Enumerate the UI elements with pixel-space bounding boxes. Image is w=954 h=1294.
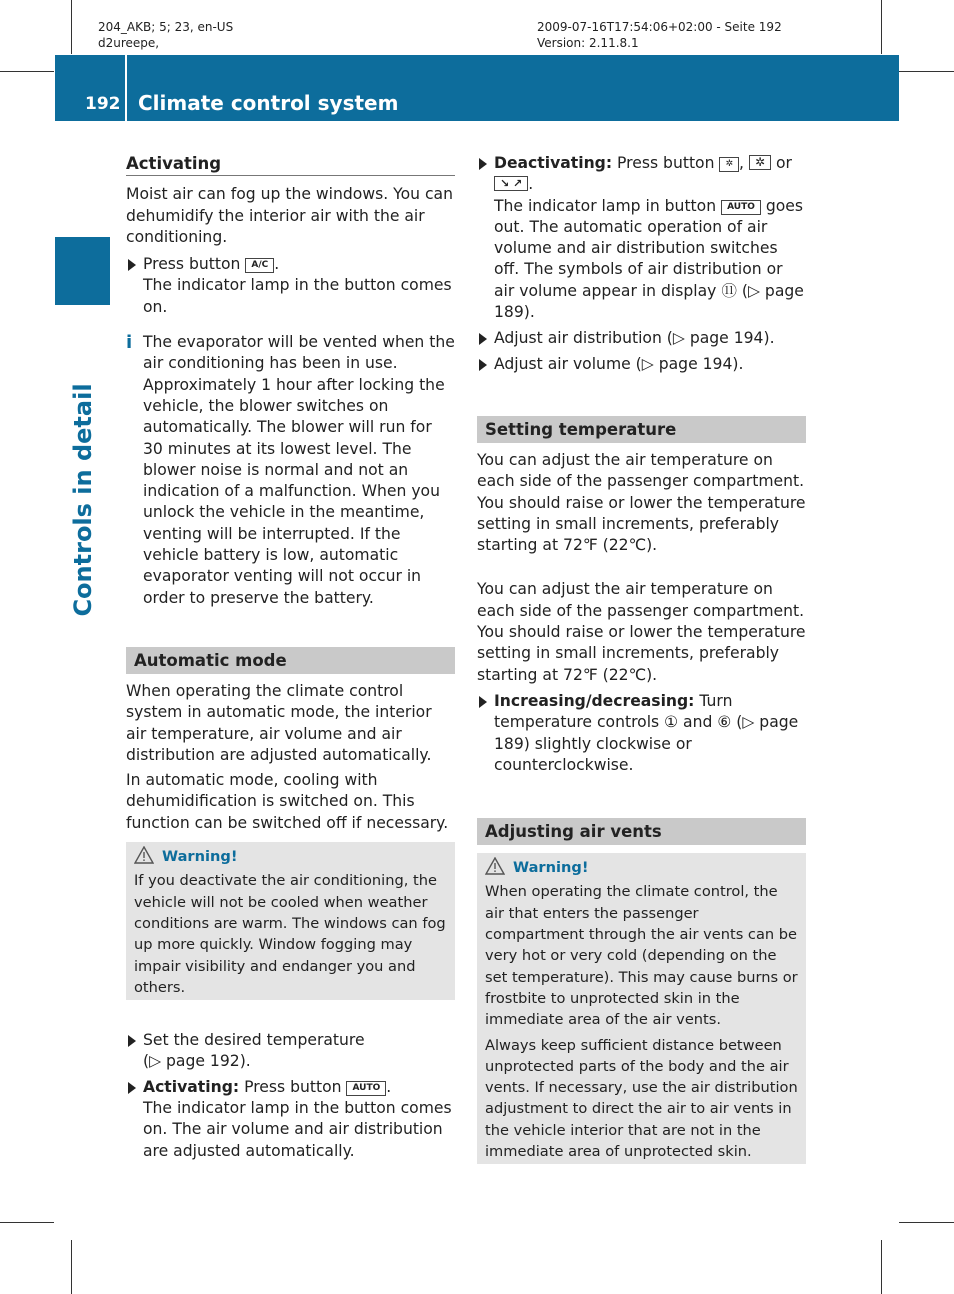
crop-mark	[881, 1240, 882, 1294]
activating-auto-step: Activating: Press button AUTO . The indicator lamp in the button comes on. The air volume and air distribution are adjusted automatically.	[126, 1077, 455, 1162]
crop-mark	[899, 1222, 954, 1223]
warning-title: Warning!	[134, 846, 447, 867]
warning-icon	[485, 857, 505, 875]
crop-mark	[0, 71, 54, 72]
warning-box	[477, 853, 806, 1164]
setting-temperature-heading: Setting temperature	[477, 416, 806, 443]
chapter-title: Climate control system	[138, 91, 399, 115]
activating-heading: Activating	[126, 153, 455, 176]
temperature-para2: You can adjust the air temperature on each side of the passenger compartment. You should raise or lower the temperature setting in small increments, preferably starting at 72℉ (22℃).	[477, 580, 806, 684]
automatic-para1: When operating the climate control system in automatic mode, the interior air temperature, air volume and air distribution are adjusted automatically.	[126, 681, 432, 764]
fan-small-icon: ✲	[719, 157, 739, 172]
meta-right-line1: 2009-07-16T17:54:06+02:00 - Seite 192	[537, 20, 782, 34]
step-arrow-icon	[479, 333, 487, 345]
activating-step: Press button A/C . The indicator lamp in the button comes on.	[126, 254, 455, 318]
header-divider	[125, 55, 127, 121]
warning-text: If you deactivate the air conditioning, the vehicle will not be cooled when weather conditions are warm. The windows can fog up more quickly. Window fogging may impair visibility and endanger you and others.	[134, 872, 446, 996]
crop-mark	[71, 0, 72, 54]
step-arrow-icon	[479, 359, 487, 371]
print-meta-right	[537, 19, 782, 51]
automatic-para2: In automatic mode, cooling with dehumidification is switched on. This function can be switched off if necessary.	[126, 771, 449, 832]
meta-left-line1: 204_AKB; 5; 23, en-US	[98, 20, 234, 34]
print-meta-left	[98, 19, 233, 51]
right-column	[477, 153, 806, 1164]
left-column	[126, 153, 455, 1162]
adjust-volume-step: Adjust air volume (▷ page 194).	[477, 354, 806, 375]
set-temperature-step: Set the desired temperature (▷ page 192).	[126, 1030, 455, 1073]
step-arrow-icon	[479, 158, 487, 170]
increasing-decreasing-step: Increasing/decreasing: Turn temperature controls ① and ⑥ (▷ page 189) slightly clockwise or counterclockwise.	[477, 691, 806, 776]
warning-title: Warning!	[485, 857, 798, 878]
warning-icon	[134, 846, 154, 864]
crop-mark	[0, 1222, 54, 1223]
info-note: i The evaporator will be vented when the air conditioning has been in use. Approximately 1 hour after locking the vehicle, the blower switches on automatically. The blower will run for 30 minutes at its lowest level. The blower noise is normal and not an indication of a malfunction. When you unlock the vehicle in the meantime, venting will be interrupted. If the vehicle battery is low, automatic evaporator venting will not occur in order to preserve the battery.	[126, 332, 455, 607]
step-arrow-icon	[128, 1035, 136, 1047]
step-arrow-icon	[128, 1082, 136, 1094]
adjusting-air-vents-heading: Adjusting air vents	[477, 818, 806, 845]
deactivating-step: Deactivating: Press button ✲ , ✲ or ↘ ↗ . The indicator lamp in button AUTO goes out. The automatic operation of air volume and air distribution switches off. The symbols of air distribution or air volume appear in display ⑪ (▷ page 189).	[477, 153, 806, 323]
ac-button-key: A/C	[245, 258, 274, 273]
auto-button-key: AUTO	[346, 1081, 386, 1096]
step-arrow-icon	[479, 696, 487, 708]
page-number: 192	[85, 94, 121, 114]
crop-mark	[899, 71, 954, 72]
step-arrow-icon	[128, 259, 136, 271]
warning-text: When operating the climate control, the air that enters the passenger compartment through the air vents can be very hot or very cold (depending on the set temperature). This may cause burns or frostbite to unprotected skin in the immediate area of the air vents.	[485, 883, 798, 1029]
temperature-para1: You can adjust the air temperature on each side of the passenger compartment. You should raise or lower the temperature setting in small increments, preferably starting at 72℉ (22℃).	[477, 450, 806, 555]
warning-box	[126, 842, 455, 1000]
fan-large-icon: ✲	[749, 155, 771, 170]
info-icon: i	[126, 332, 133, 354]
meta-left-line2: d2ureepe,	[98, 36, 160, 50]
auto-button-key: AUTO	[721, 200, 761, 215]
crop-mark	[71, 1240, 72, 1294]
air-distribution-icon: ↘ ↗	[494, 176, 528, 191]
side-tab	[55, 237, 110, 305]
activating-intro: Moist air can fog up the windows. You can dehumidify the interior air with the air conditioning.	[126, 185, 453, 246]
adjust-distribution-step: Adjust air distribution (▷ page 194).	[477, 328, 806, 349]
automatic-mode-heading: Automatic mode	[126, 647, 455, 674]
meta-right-line2: Version: 2.11.8.1	[537, 36, 639, 50]
crop-mark	[881, 0, 882, 54]
warning-text: Always keep sufficient distance between unprotected parts of the body and the air vents. If necessary, use the air distribution adjustment to direct the air to air vents in the vehicle interior that are not in the immediate area of unprotected skin.	[485, 1036, 798, 1160]
